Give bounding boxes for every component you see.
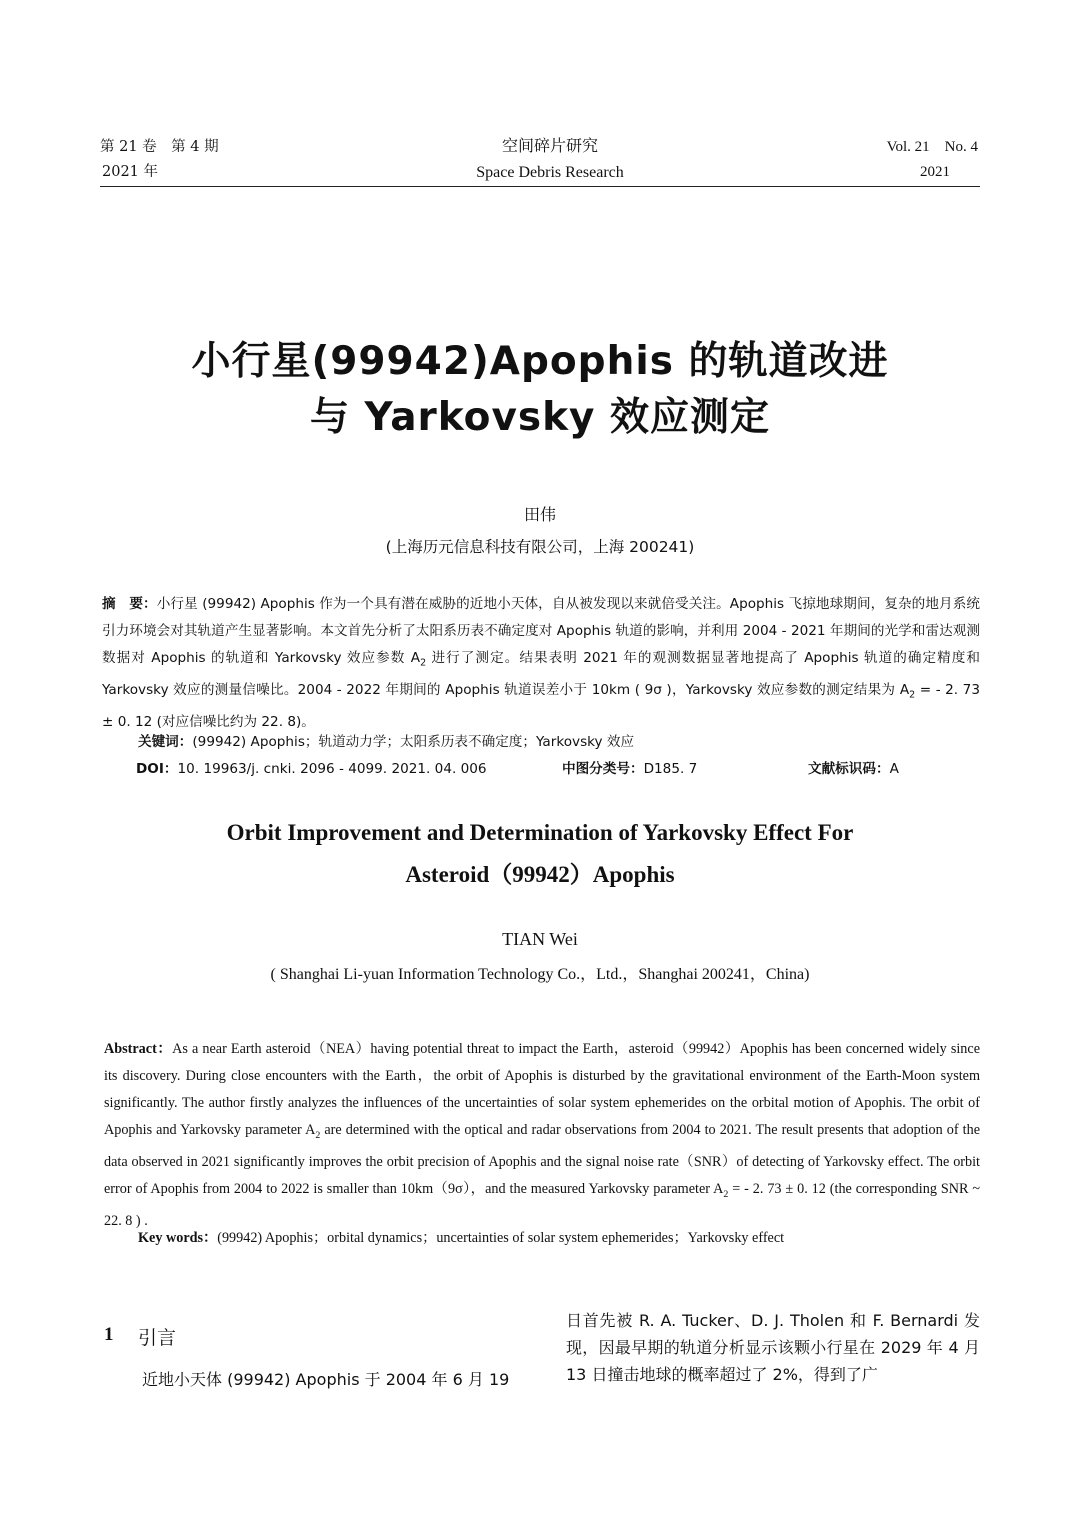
abstract-cn-label: 摘 要： [102, 596, 157, 612]
author-en: TIAN Wei [502, 929, 578, 949]
year-en: 2021 [920, 164, 950, 180]
doc-code-value: A [889, 761, 899, 777]
subscript: 2 [723, 1188, 729, 1200]
keywords-cn [138, 730, 634, 750]
body-paragraph-right: 日首先被 R. A. Tucker、D. J. Tholen 和 F. Bernardi 发现，因最早期的轨道分析显示该颗小行星在 2029 年 4 月 13 日撞击地球的概率超过了 2%，得到了广 [566, 1311, 980, 1384]
year-cn: 2021 年 [102, 164, 159, 180]
journal-name-cn: 空间碎片研究 [501, 136, 598, 155]
document-code [808, 757, 899, 777]
keywords-en [138, 1227, 784, 1247]
abstract-en-text-3: = - 2. 73 ± 0. 12 (the corresponding SNR ~ 22. 8 ) . [104, 1180, 981, 1229]
body-paragraph-left: 近地小天体 (99942) Apophis 于 2004 年 6 月 19 [142, 1370, 510, 1389]
abstract-cn-text: 小行星 (99942) Apophis 作为一个具有潜在威胁的近地小天体，自从被发现以来就倍受关注。Apophis 飞掠地球期间，复杂的地月系统引力环境会对其轨道产生显著影响。本文首先分析了太阳系历表不确定度对 Apophis 轨道的影响，并利用 2004 - 2021 年期间的光学和雷达观测数据对 Apophis 的轨道和 Yarkovsky 效应参数 A [102, 596, 981, 667]
doi-label: DOI： [136, 761, 178, 777]
clc-value: D185. 7 [643, 761, 698, 777]
abstract-en-text: As a near Earth asteroid（NEA）having potential threat to impact the Earth，asteroid（99942）Apophis has been concerned widely since its discovery. During close encounters with the Earth，the orbit of Apophis is disturbed by the gravitational environment of the Earth-Moon system significantly. The author firstly analyzes the influences of the uncertainties of solar system ephemerides on the orbital motion of Apophis. The orbit of Apophis and Yarkovsky parameter A [104, 1041, 980, 1138]
title-en-line2: Asteroid（99942）Apophis [405, 862, 675, 887]
author-cn: 田伟 [523, 505, 556, 524]
abstract-en-label: Abstract： [104, 1041, 173, 1057]
abstract-en [104, 1036, 980, 1235]
abstract-en-text-2: are determined with the optical and radar observations from 2004 to 2021. The result presents that adoption of the data observed in 2021 significantly improves the orbit precision of Apophis and the signal noise rate（SNR）of detecting of Yarkovsky effect. The orbit error of Apophis from 2004 to 2022 is smaller than 10km（9σ），and the measured Yarkovsky parameter A [104, 1122, 980, 1197]
volume-issue-cn: 第 21 卷 第 4 期 [100, 139, 219, 155]
keywords-cn-label: 关键词： [138, 734, 193, 750]
keywords-en-label: Key words： [138, 1230, 218, 1246]
keywords-cn-text: (99942) Apophis；轨道动力学；太阳系历表不确定度；Yarkovsky 效应 [192, 734, 635, 750]
title-en-line1: Orbit Improvement and Determination of Yarkovsky Effect For [226, 820, 854, 845]
affiliation-en: ( Shanghai Li-yuan Information Technology Co.，Ltd.，Shanghai 200241，China) [270, 966, 810, 983]
abstract-cn-text-2: 进行了测定。结果表明 2021 年的观测数据显著地提高了 Apophis 轨道的确定精度和 Yarkovsky 效应的测量信噪比。2004 - 2022 年期间的 Apophis 轨道误差小于 10km ( 9σ )，Yarkovsky 效应参数的测定结果为 A [102, 650, 980, 699]
header-rule [100, 186, 980, 187]
doc-code-label: 文献标识码： [808, 761, 890, 777]
subscript: 2 [315, 1129, 321, 1141]
abstract-cn-text-3: = - 2. 73 ± 0. 12 (对应信噪比约为 22. 8)。 [102, 682, 980, 731]
title-cn-line1: 小行星(99942)Apophis 的轨道改进 [191, 339, 889, 384]
title-cn-line2: 与 Yarkovsky 效应测定 [309, 395, 771, 440]
doi [136, 757, 487, 777]
section-number: 1 [104, 1324, 114, 1345]
journal-name-en: Space Debris Research [476, 164, 624, 181]
section-title: 引言 [138, 1327, 177, 1349]
subscript: 2 [420, 658, 427, 670]
doi-value: 10. 19963/j. cnki. 2096 - 4099. 2021. 04. 006 [177, 761, 487, 777]
subscript: 2 [909, 690, 916, 702]
clc-number [562, 757, 697, 777]
volume-issue-en: Vol. 21 No. 4 [886, 139, 978, 155]
abstract-cn [102, 591, 980, 736]
keywords-en-text: (99942) Apophis；orbital dynamics；uncertainties of solar system ephemerides；Yarkovsky effect [217, 1230, 785, 1246]
clc-label: 中图分类号： [562, 761, 644, 777]
affiliation-cn: (上海历元信息科技有限公司，上海 200241) [385, 538, 695, 556]
